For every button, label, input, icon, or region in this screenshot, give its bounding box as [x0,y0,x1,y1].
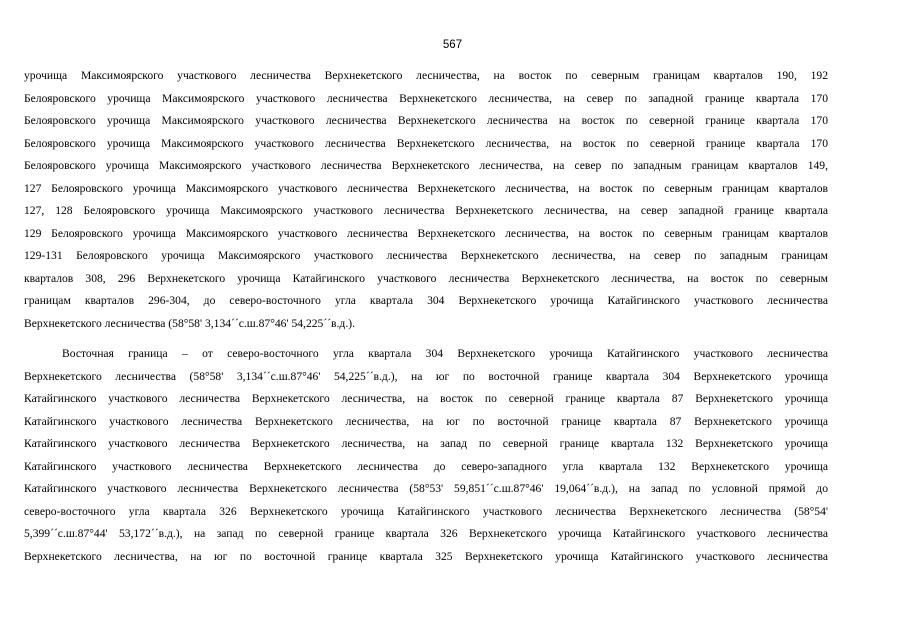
text-line: Верхнекетского лесничества (58°58' 3,134´´с.ш.87°46' 54,225´´в.д.). [24,316,355,330]
text-line: Катайгинского участкового лесничества Верхнекетского лесничества, на запад по северной границе квартала 132 Верхнекетского урочища [24,437,828,450]
text-line: Катайгинского участкового лесничества Верхнекетского лесничества (58°53' 59,851´´с.ш.87°46' 19,064´´в.д.), на запад по условной прямой до [24,482,828,495]
text-line: Верхнекетского лесничества (58°58' 3,134´´с.ш.87°46' 54,225´´в.д.), на юг по восточной границе квартала 304 Верхнекетского урочища [24,369,828,383]
text-line: границам кварталов 296-304, до северо-восточного угла квартала 304 Верхнекетского урочища Катайгинского участкового лесничества [24,294,828,307]
text-line: Верхнекетского лесничества, на юг по восточной границе квартала 325 Верхнекетского урочища Катайгинского участкового лесничества [24,549,828,563]
text-line: кварталов 308, 296 Верхнекетского урочища Катайгинского участкового лесничества Верхнекетского лесничества, на восток по северным [24,271,828,285]
paragraph-east-boundary [24,343,828,568]
text-line: 129-131 Белояровского урочища Максимоярского участкового лесничества Верхнекетского лесничества, на север по западным границам [24,249,828,262]
text-line: Катайгинского участкового лесничества Верхнекетского лесничества, на юг по восточной границе квартала 87 Верхнекетского урочища [24,414,828,428]
text-line: 5,399´´с.ш.87°44' 53,172´´в.д.), на запад по северной границе квартала 326 Верхнекетского урочища Катайгинского участкового лесничества [24,527,828,540]
text-line: 127, 128 Белояровского урочища Максимоярского участкового лесничества Верхнекетского лесничества, на север западной границе квартала [24,204,828,217]
text-line: 127 Белояровского урочища Максимоярского участкового лесничества Верхнекетского лесничества, на восток по северным границам кварталов [24,181,828,195]
text-line: Катайгинского участкового лесничества Верхнекетского лесничества, на восток по северной границе квартала 87 Верхнекетского урочища [24,392,828,405]
text-line: Белояровского урочища Максимоярского участкового лесничества Верхнекетского лесничества, на север по западной границе квартала 170 [24,91,828,105]
text-line: Белояровского урочища Максимоярского участкового лесничества Верхнекетского лесничества на восток по северной границе квартала 170 [24,114,828,127]
page-number: 567 [442,39,463,51]
text-line: Белояровского урочища Максимоярского участкового лесничества Верхнекетского лесничества, на север по западным границам кварталов 149, [24,159,828,172]
text-line: урочища Максимоярского участкового лесничества Верхнекетского лесничества, на восток по северным границам кварталов 190, 192 [24,69,828,82]
text-line: Катайгинского участкового лесничества Верхнекетского лесничества до северо-западного угла квартала 132 Верхнекетского урочища [24,459,828,473]
paragraph-north-boundary-continued [24,65,828,335]
text-line: 129 Белояровского урочища Максимоярского участкового лесничества Верхнекетского лесничества, на восток по северным границам кварталов [24,226,828,240]
text-line: северо-восточного угла квартала 326 Верхнекетского урочища Катайгинского участкового лесничества Верхнекетского лесничества (58°54' [24,504,828,518]
text-line: Восточная граница – от северо-восточного угла квартала 304 Верхнекетского урочища Катайгинского участкового лесничества [62,347,828,360]
text-line: Белояровского урочища Максимоярского участкового лесничества Верхнекетского лесничества, на восток по северной границе квартала 170 [24,136,828,150]
